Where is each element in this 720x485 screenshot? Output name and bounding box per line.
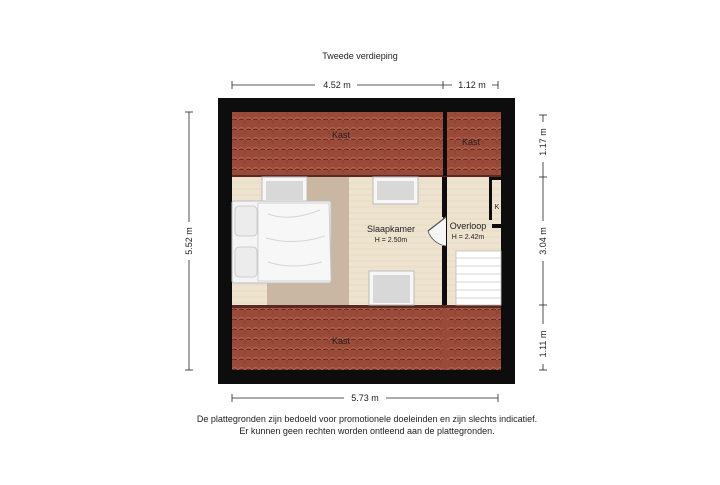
interior-wall-lower xyxy=(442,246,447,308)
dim-right-mid: 3.04 m xyxy=(538,227,548,255)
floor-title: Tweede verdieping xyxy=(322,51,398,61)
dimension-top xyxy=(232,79,498,91)
kast-top-left xyxy=(232,112,443,176)
stairs xyxy=(456,251,501,305)
kast-divider-top xyxy=(443,112,447,176)
dim-left: 5.52 m xyxy=(184,227,194,255)
knee-wall-bottom xyxy=(232,305,501,308)
label-small-closet: K xyxy=(494,204,500,211)
bed xyxy=(232,201,331,283)
disclaimer xyxy=(0,413,720,437)
skylight-bottom-glass xyxy=(373,275,410,303)
label-overloop: Overloop xyxy=(449,221,487,231)
label-kast-bottom: Kast xyxy=(331,336,351,346)
skylight-top-right-glass xyxy=(377,181,414,200)
label-slaapkamer-height: H = 2.50m xyxy=(374,237,408,244)
disclaimer-line-1: De plattegronden zijn bedoeld voor promotionele doeleinden en zijn slechts indicatief. xyxy=(196,414,538,424)
dim-right-top: 1.17 m xyxy=(538,128,548,156)
dim-right-bottom: 1.11 m xyxy=(538,330,548,358)
label-overloop-height: H = 2.42m xyxy=(451,234,485,241)
label-slaapkamer: Slaapkamer xyxy=(366,224,416,234)
dimension-bottom xyxy=(232,392,498,404)
dimension-left xyxy=(183,112,195,370)
interior-wall-upper xyxy=(442,177,447,217)
label-kast-top-right: Kast xyxy=(461,137,481,147)
dim-top-left: 4.52 m xyxy=(323,80,351,90)
dim-bottom: 5.73 m xyxy=(351,393,379,403)
closet-wall-top xyxy=(489,177,501,180)
kast-bottom xyxy=(232,308,501,370)
closet-wall-bottom xyxy=(492,224,501,228)
disclaimer-line-2: Er kunnen geen rechten worden ontleend aan de plattegronden. xyxy=(239,426,495,436)
closet-wall-left xyxy=(489,180,492,220)
kast-divider-bottom xyxy=(443,308,447,370)
skylight-top-left-glass xyxy=(266,181,303,200)
dim-top-right: 1.12 m xyxy=(458,80,486,90)
dimension-right xyxy=(537,115,549,370)
label-kast-top-left: Kast xyxy=(331,130,351,140)
